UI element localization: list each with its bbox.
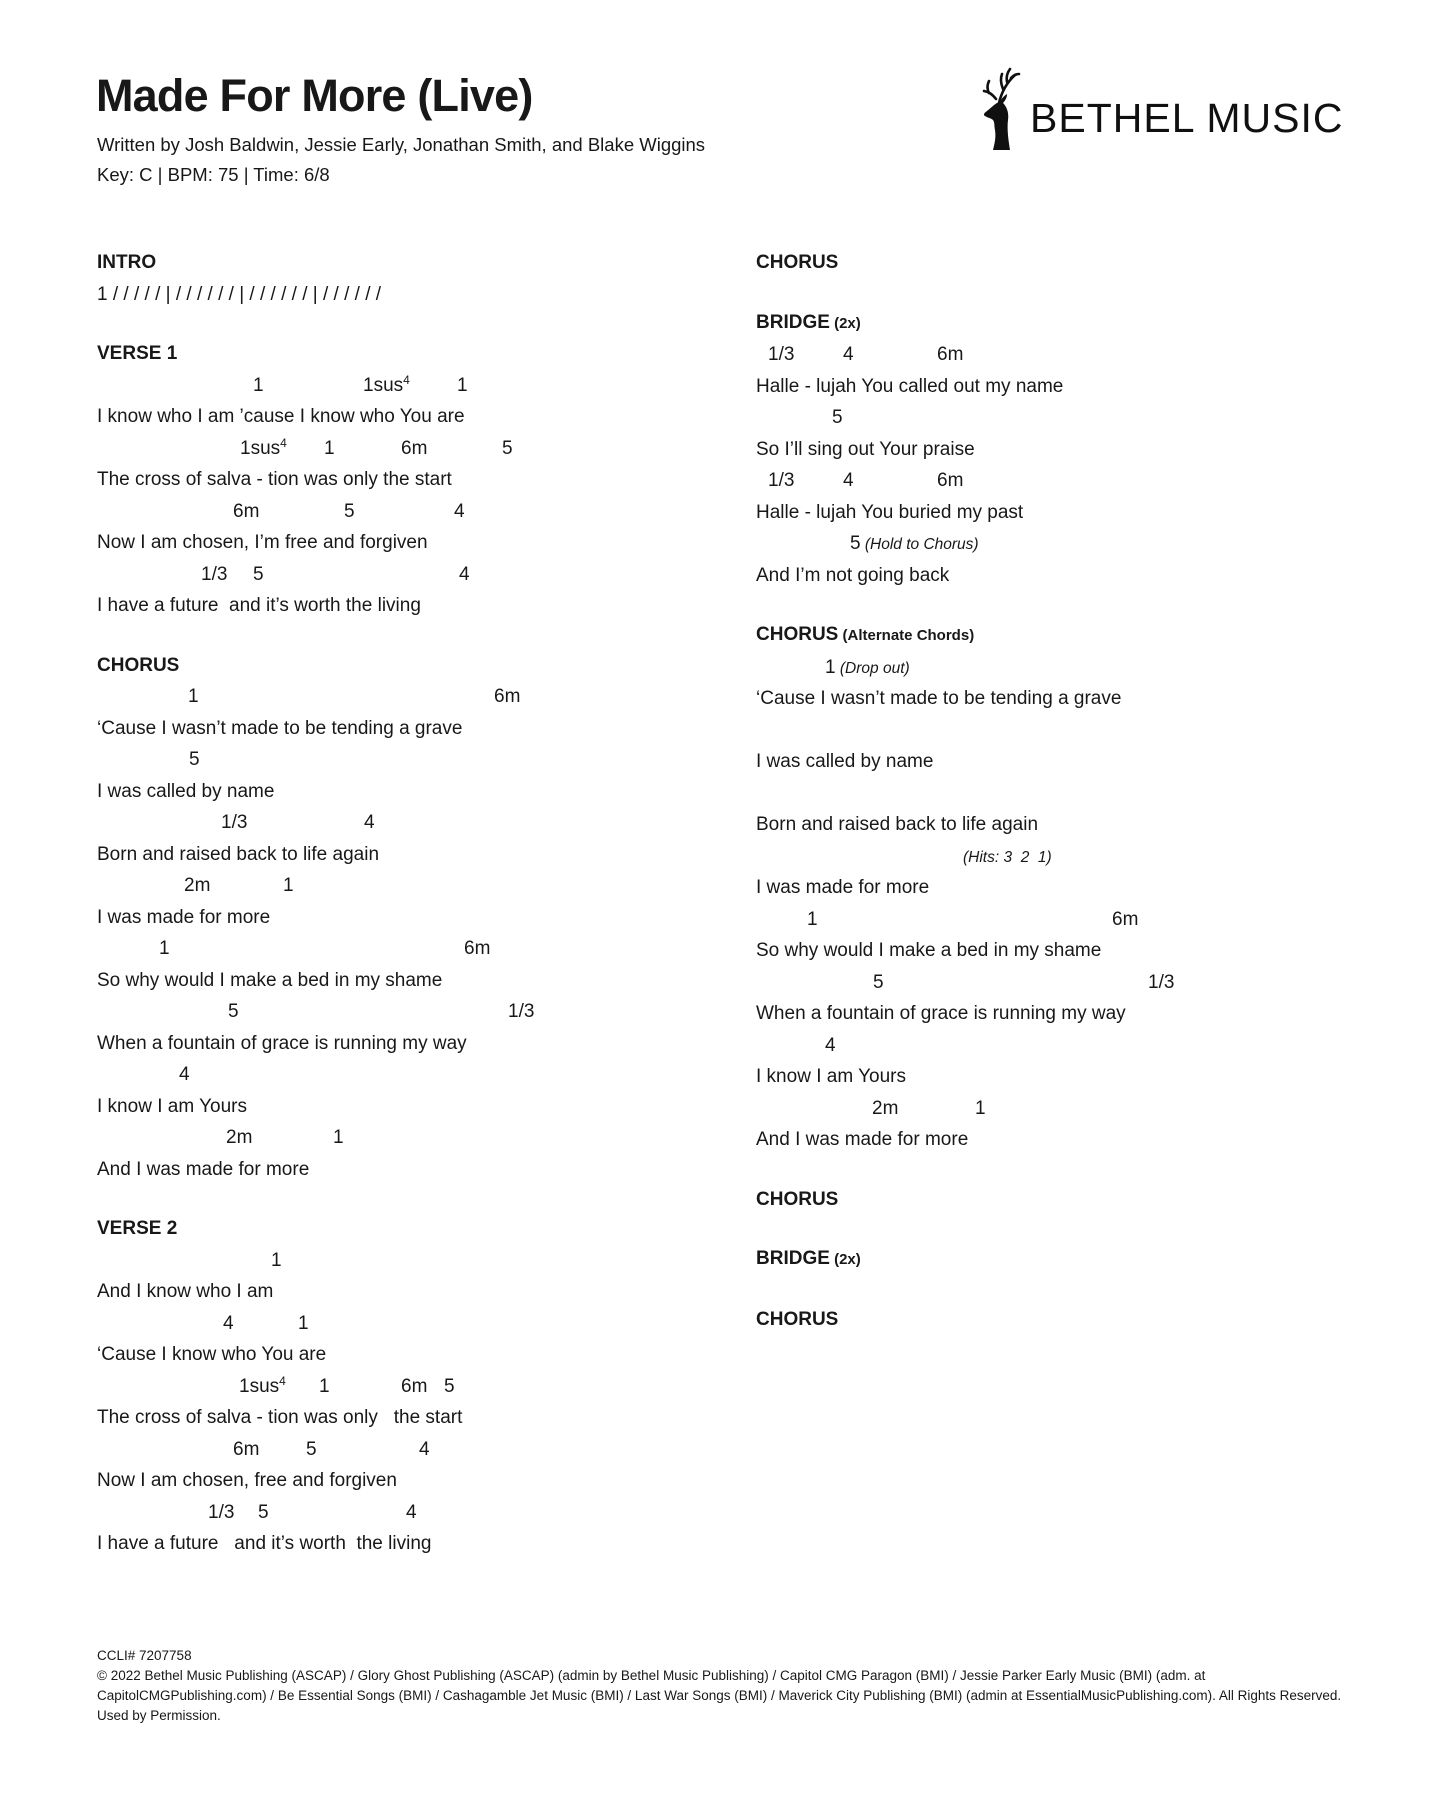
chord-symbol: 1 (298, 1312, 309, 1334)
chord-symbol: 6m (464, 938, 491, 959)
song-section (97, 338, 697, 622)
bethel-music-logo (978, 64, 1348, 156)
lyric-line: ‘Cause I know who You are (97, 1344, 327, 1365)
song-line (97, 370, 697, 433)
lyric-line: I know who I am ’cause I know who You are (97, 406, 465, 427)
chord-symbol: 4 (364, 812, 375, 833)
chord-line (756, 652, 1356, 684)
chord-symbol: 1 / / / / / | / / / / / / | / / / / / / | / / / / / / (97, 283, 382, 305)
lyric-line: And I know who I am (97, 1281, 274, 1302)
lyric-line: And I’m not going back (756, 564, 950, 586)
song-line (756, 904, 1356, 967)
song-line (756, 1093, 1356, 1156)
chord-line (756, 904, 1356, 936)
chord-symbol: 5 (444, 1375, 455, 1397)
chord-symbol: 1 (319, 1375, 330, 1397)
chord-line (97, 1371, 697, 1403)
song-line (97, 1308, 697, 1371)
chord-symbol: 6m (233, 1438, 260, 1460)
lyric-line: I was called by name (97, 780, 275, 802)
section-heading: CHORUS (756, 1308, 839, 1330)
chord-symbol: 5 (502, 437, 513, 459)
chord-line (97, 370, 697, 402)
chord-line (97, 496, 697, 528)
chord-symbol: 5 (344, 500, 355, 522)
chord-symbol: 1 (457, 374, 468, 396)
lyric-line: ‘Cause I wasn’t made to be tending a grave (756, 688, 1122, 709)
lyric-line: I have a future and it’s worth the living (97, 595, 421, 616)
chord-line (756, 1093, 1356, 1125)
chord-line (756, 402, 1356, 434)
chord-symbol: 1sus$^4$ (240, 435, 287, 459)
song-line (97, 1245, 697, 1308)
section-heading: VERSE 1 (97, 343, 178, 364)
chord-symbol: 4 (419, 1438, 430, 1460)
chord-line (97, 1434, 697, 1466)
lyric-line: Born and raised back to life again (756, 814, 1039, 835)
chord-symbol: 4 (843, 470, 854, 491)
song-line (756, 339, 1356, 402)
section-heading: CHORUS (97, 654, 180, 676)
lyric-line: I was called by name (756, 751, 934, 772)
performance-note: (Drop out) (835, 659, 910, 677)
chord-symbol: 1 (Drop out) (825, 656, 910, 678)
chord-symbol: 6m (401, 1375, 428, 1397)
chord-symbol: 1/3 (768, 470, 795, 491)
chord-line (97, 681, 697, 713)
chord-line (756, 778, 1356, 810)
song-section (756, 247, 1356, 279)
chord-symbol: 1 (188, 686, 199, 707)
chord-line (97, 279, 697, 311)
chord-symbol: 1 (333, 1127, 344, 1148)
lyric-line: So why would I make a bed in my shame (97, 969, 443, 991)
song-line (756, 715, 1356, 778)
section-heading: INTRO (97, 252, 157, 273)
section-repeat-label: (2x) (829, 1251, 861, 1268)
lyric-line: The cross of salva - tion was only the start (97, 1407, 463, 1428)
performance-note: (Hold to Chorus) (860, 536, 979, 553)
chord-line (756, 841, 1356, 873)
song-column-left (97, 247, 697, 1588)
chord-symbol: 1 (807, 908, 818, 930)
song-line (756, 778, 1356, 841)
song-line (97, 933, 697, 996)
chord-line (97, 1122, 697, 1154)
section-heading: BRIDGE (2x) (756, 311, 861, 333)
song-title: Made For More (Live) (96, 70, 533, 121)
chord-symbol: 1 (975, 1097, 986, 1119)
song-column-right (756, 247, 1356, 1363)
lyric-line: Halle - lujah You called out my name (756, 375, 1064, 397)
chord-line (97, 1497, 697, 1529)
chord-symbol: 4 (459, 563, 470, 585)
lyric-line: I know I am Yours (756, 1066, 906, 1087)
chord-symbol: 6m (937, 470, 964, 491)
song-section (97, 247, 697, 310)
chord-symbol: 5 (832, 407, 843, 428)
logo-wordmark: BETHEL MUSIC (1030, 95, 1344, 141)
lyric-line: So why would I make a bed in my shame (756, 940, 1102, 961)
chord-symbol: 4 (454, 500, 465, 522)
chord-symbol: 5 (228, 1001, 239, 1022)
chord-line (97, 807, 697, 839)
lyric-line: Born and raised back to life again (97, 843, 380, 865)
section-heading: BRIDGE (2x) (756, 1248, 861, 1269)
section-heading: CHORUS (Alternate Chords) (756, 624, 975, 645)
lyric-line: Now I am chosen, free and forgiven (97, 1470, 397, 1491)
song-line (756, 967, 1356, 1030)
song-section (756, 619, 1356, 1156)
chord-symbol: 1/3 (768, 344, 795, 365)
lyric-line: And I was made for more (756, 1129, 969, 1150)
performance-note: (Hits: 3 2 1) (963, 848, 1052, 866)
chord-symbol: 5 (306, 1438, 317, 1460)
chord-symbol: 1 (324, 437, 335, 459)
lyric-line: I know I am Yours (97, 1095, 247, 1117)
song-line (97, 279, 697, 311)
chord-symbol: 6m (1112, 908, 1139, 930)
song-line (756, 465, 1356, 528)
chord-symbol: 1/3 (1148, 971, 1175, 993)
chord-symbol: 1 (271, 1249, 282, 1271)
lyric-line: I was made for more (756, 877, 930, 898)
song-line (756, 402, 1356, 465)
chord-line (97, 996, 697, 1028)
song-line (97, 807, 697, 870)
chord-symbol: 2m (226, 1127, 253, 1148)
chord-line (97, 744, 697, 776)
chord-symbol: 4 (406, 1501, 417, 1523)
song-line (97, 1434, 697, 1497)
section-repeat-label: (2x) (829, 314, 861, 332)
chord-line (97, 933, 697, 965)
chord-symbol: 2m (184, 875, 211, 896)
song-line (97, 433, 697, 496)
chord-symbol: 1sus$^4$ (363, 372, 410, 396)
chord-symbol: 6m (494, 686, 521, 707)
chord-symbol: 6m (937, 344, 964, 365)
chord-symbol: 4 (843, 344, 854, 365)
chord-symbol: 1/3 (201, 563, 228, 585)
chord-line (756, 339, 1356, 371)
song-line (97, 996, 697, 1059)
song-line (756, 841, 1356, 904)
chord-symbol: 1/3 (221, 812, 248, 833)
lyric-line: The cross of salva - tion was only the start (97, 469, 452, 490)
chord-line (97, 870, 697, 902)
song-line (97, 1059, 697, 1122)
chord-symbol (963, 841, 1052, 874)
key-bpm-time: Key: C | BPM: 75 | Time: 6/8 (97, 164, 330, 185)
chord-line (756, 528, 1356, 560)
song-section (97, 1213, 697, 1560)
chord-symbol: 1 (253, 374, 264, 396)
song-line (756, 1030, 1356, 1093)
chord-line (97, 1308, 697, 1340)
song-line (756, 652, 1356, 715)
chord-symbol: 1/3 (508, 1001, 535, 1022)
song-line (756, 528, 1356, 591)
chord-symbol: 4 (825, 1034, 836, 1056)
song-line (97, 1371, 697, 1434)
chord-line (97, 1245, 697, 1277)
lyric-line: When a fountain of grace is running my way (756, 1003, 1126, 1024)
chord-symbol: 1 (283, 875, 294, 896)
chord-symbol: 5 (189, 749, 200, 770)
section-repeat-label: (Alternate Chords) (838, 627, 975, 644)
chord-line (756, 715, 1356, 747)
song-line (97, 870, 697, 933)
chord-line (756, 967, 1356, 999)
chord-line (97, 559, 697, 591)
chord-symbol: 2m (872, 1097, 899, 1119)
chord-symbol: 1sus$^4$ (239, 1373, 286, 1397)
song-section (756, 1304, 1356, 1336)
chord-symbol: 1/3 (208, 1501, 235, 1523)
writers-byline: Written by Josh Baldwin, Jessie Early, Jonathan Smith, and Blake Wiggins (97, 134, 706, 155)
chord-line (97, 1059, 697, 1091)
section-heading: CHORUS (756, 252, 839, 273)
song-section (756, 1243, 1356, 1276)
chord-symbol: 5 (253, 563, 264, 585)
chord-symbol: 5 (258, 1501, 269, 1523)
lyric-line: And I was made for more (97, 1158, 310, 1180)
song-line (97, 496, 697, 559)
song-section (97, 650, 697, 1186)
lyric-line: ‘Cause I wasn’t made to be tending a grave (97, 717, 463, 739)
chord-symbol: 4 (223, 1312, 234, 1334)
chord-symbol: 1 (159, 938, 170, 959)
ccli-number: CCLI# 7207758 (97, 1648, 192, 1663)
chord-symbol: 4 (179, 1064, 190, 1085)
chord-line (756, 465, 1356, 497)
song-section (756, 307, 1356, 592)
chord-symbol: 6m (401, 437, 428, 459)
chord-symbol: 5 (Hold to Chorus) (850, 533, 979, 554)
chord-symbol: 6m (233, 500, 260, 522)
song-line (97, 744, 697, 807)
song-line (97, 681, 697, 744)
lyric-line: Now I am chosen, I’m free and forgiven (97, 532, 428, 553)
chord-symbol: 5 (873, 971, 884, 993)
lyric-line: When a fountain of grace is running my way (97, 1032, 467, 1054)
lyric-line: I was made for more (97, 906, 271, 928)
lyric-line: I have a future and it’s worth the living (97, 1533, 432, 1554)
lyric-line: Halle - lujah You buried my past (756, 501, 1024, 523)
chord-line (97, 433, 697, 465)
section-heading: CHORUS (756, 1188, 839, 1210)
song-line (97, 559, 697, 622)
song-line (97, 1122, 697, 1185)
song-line (97, 1497, 697, 1560)
section-heading: VERSE 2 (97, 1218, 178, 1239)
copyright-text: © 2022 Bethel Music Publishing (ASCAP) / Glory Ghost Publishing (ASCAP) (admin by Bethel Music Publishing) / Capitol CMG Paragon (BMI) / Jessie Parker Early Music (BMI) (adm. at CapitolCMGPublishing.com) / Be Essential Songs (BMI) / Cashagamble Jet Music (BMI) / Last War Songs (BMI) / Maverick City Publishing (BMI) (admin at EssentialMusicPublishing.com). All Rights Reserved. Used by Permission. (97, 1668, 1342, 1723)
lyric-line: So I’ll sing out Your praise (756, 438, 975, 460)
song-section (756, 1184, 1356, 1216)
chord-line (756, 1030, 1356, 1062)
